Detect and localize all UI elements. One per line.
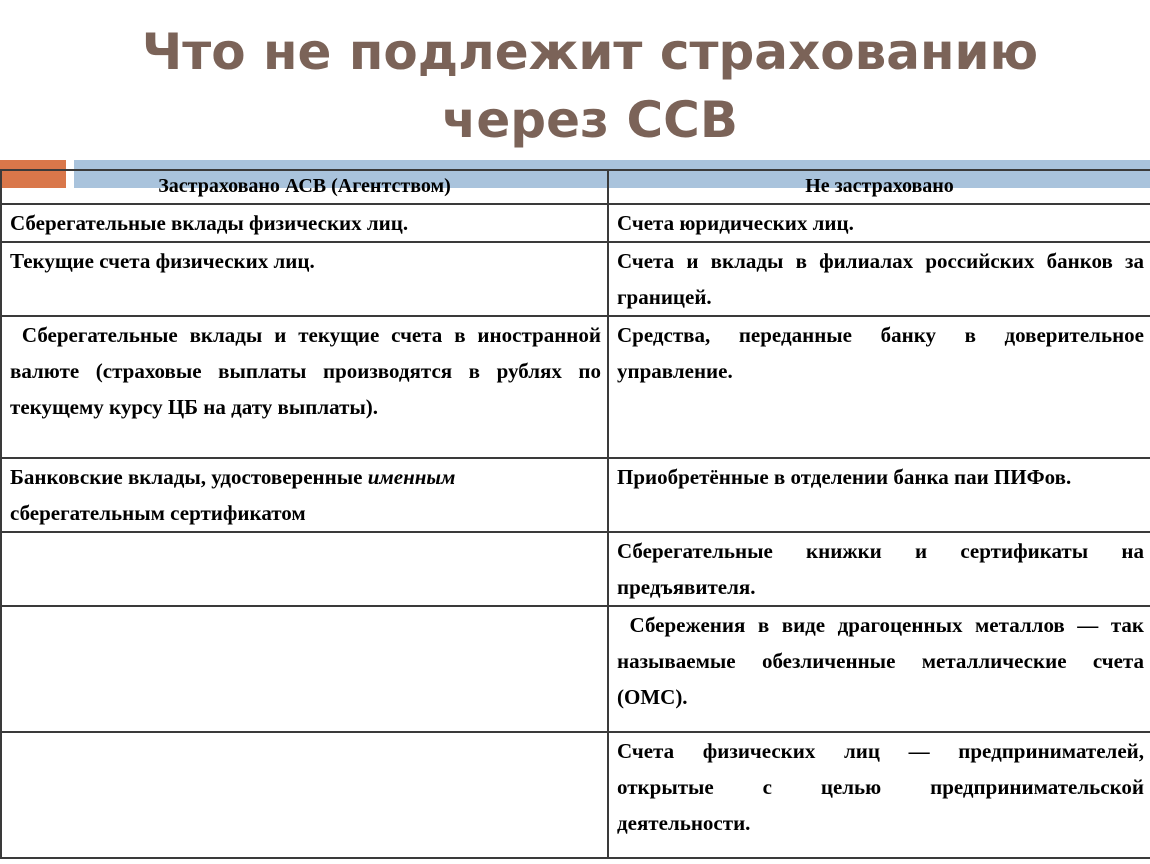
slide-title-line-2: через ССВ (442, 91, 738, 149)
cell-not-insured: Счета и вклады в филиалах российских банков за границей. (608, 242, 1150, 316)
cell-insured-empty (1, 606, 608, 732)
table-row (1, 242, 1150, 316)
cell-not-insured: Сбережения в виде драгоценных металлов — так называемые обезличенные металлические счета (ОМС). (608, 606, 1150, 732)
slide-title-line-1: Что не подлежит страхованию (141, 23, 1039, 81)
cell-not-insured: Приобретённые в отделении банка паи ПИФов. (608, 458, 1150, 532)
cell-not-insured: Счета юридических лиц. (608, 204, 1150, 242)
cell-insured-text: Банковские вклады, удостоверенные (10, 465, 368, 489)
table-row (1, 606, 1150, 732)
header-not-insured: Не застраховано (608, 170, 1150, 204)
coverage-table (0, 169, 1150, 859)
table-row (1, 732, 1150, 858)
cell-insured (1, 458, 608, 532)
cell-not-insured: Сберегательные книжки и сертификаты на предъявителя. (608, 532, 1150, 606)
table-row (1, 204, 1150, 242)
cell-insured: Сберегательные вклады физических лиц. (1, 204, 608, 242)
cell-insured-empty (1, 532, 608, 606)
cell-insured-text-after: сберегательным сертификатом (10, 501, 306, 525)
cell-insured-empty (1, 732, 608, 858)
coverage-table-container (0, 169, 1150, 859)
cell-not-insured: Счета физических лиц — предпринимателей, открытые с целью предпринимательской деятельности. (608, 732, 1150, 858)
cell-insured: Сберегательные вклады и текущие счета в иностранной валюте (страховые выплаты производятся в рублях по текущему курсу ЦБ на дату выплаты). (1, 316, 608, 458)
slide-title (0, 18, 1150, 154)
cell-insured: Текущие счета физических лиц. (1, 242, 608, 316)
header-insured: Застраховано АСВ (Агентством) (1, 170, 608, 204)
cell-not-insured: Средства, переданные банку в доверительное управление. (608, 316, 1150, 458)
table-header-row (1, 170, 1150, 204)
table-row (1, 316, 1150, 458)
table-row (1, 458, 1150, 532)
cell-insured-italic: именным (367, 465, 456, 489)
table-row (1, 532, 1150, 606)
